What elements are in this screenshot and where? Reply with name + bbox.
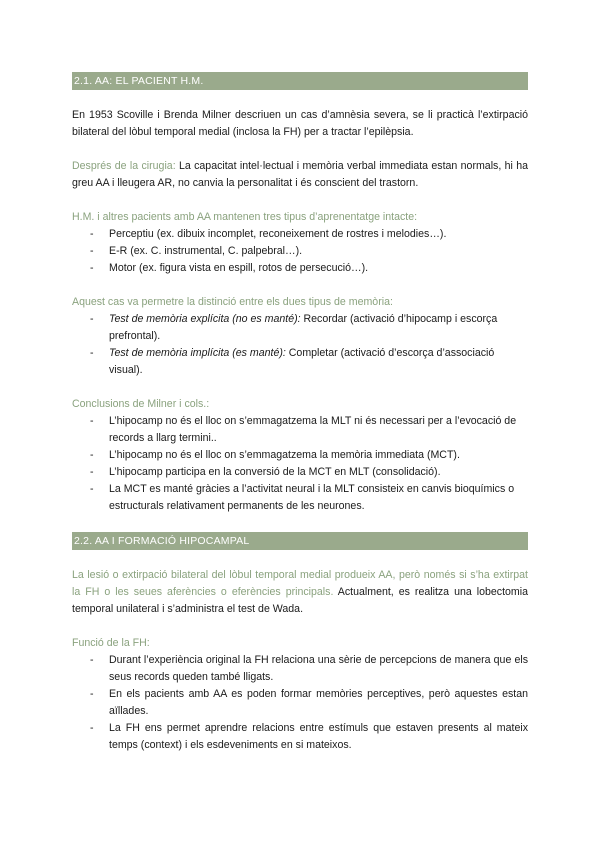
explicit-test-label: Test de memòria explícita (no es manté):	[109, 313, 301, 325]
list-item: - Durant l’experiència original la FH relaciona una sèrie de percepcions de manera que els seus records queden també lligats.	[90, 654, 528, 683]
dash-bullet: -	[90, 722, 94, 734]
dash-bullet: -	[90, 415, 94, 427]
hm-learning-heading: H.M. i altres pacients amb AA mantenen tres tipus d’aprenentatge intacte:	[72, 211, 418, 223]
dash-bullet: -	[90, 688, 94, 700]
after-surgery-text: La capacitat intel·lectual i memòria verbal immediata estan normals, hi ha greu AA i lleugera AR, no canvia la personalitat i és conscient del trastorn.	[72, 160, 528, 189]
list-item: - E-R (ex. C. instrumental, C. palpebral…).	[72, 243, 528, 260]
dash-bullet: -	[90, 347, 94, 359]
dash-bullet: -	[90, 262, 94, 274]
dash-bullet: -	[90, 466, 94, 478]
intro-paragraph: En 1953 Scoville i Brenda Milner descriuen un cas d’amnèsia severa, se li practicà l’extirpació bilateral del lòbul temporal medial (inclosa la FH) per a tractar l’epilèpsia.	[72, 109, 528, 138]
fh-function-heading: Funció de la FH:	[72, 637, 150, 649]
page-content	[72, 72, 528, 754]
milner-conclusions-heading: Conclusions de Milner i cols.:	[72, 398, 210, 410]
hm-learning-list	[72, 226, 528, 277]
milner-conclusions-list	[72, 413, 528, 515]
after-surgery-label: Després de la cirugia:	[72, 160, 176, 172]
list-item: - La MCT es manté gràcies a l’activitat neural i la MLT consisteix en canvis bioquímics o estructurals relativament permanents de les neurones.	[90, 483, 515, 512]
memory-types-heading: Aquest cas va permetre la distinció entre els dues tipus de memòria:	[72, 296, 393, 308]
lesion-black-text: Actualment, es realitza una lobectomia temporal unilateral i s’administra el test de Wada.	[72, 586, 528, 615]
dash-bullet: -	[90, 654, 94, 666]
section-heading-2-2: 2.2. AA I FORMACIÓ HIPOCAMPAL	[72, 532, 528, 550]
fh-function-list	[72, 652, 528, 754]
section-heading-2-1: 2.1. AA: EL PACIENT H.M.	[72, 72, 528, 90]
dash-bullet: -	[90, 483, 94, 495]
list-item: - L’hipocamp no és el lloc on s’emmagatzema la MLT ni és necessari per a l’evocació de records a llarg termini..	[90, 415, 517, 444]
implicit-test-label: Test de memòria implícita (es manté):	[109, 347, 286, 359]
dash-bullet: -	[90, 313, 94, 325]
dash-bullet: -	[90, 245, 94, 257]
list-item: - L’hipocamp no és el lloc on s’emmagatzema la memòria immediata (MCT).	[72, 447, 528, 464]
list-item: - Test de memòria explícita (no es manté): Recordar (activació d’hipocamp i escorça prefrontal).	[90, 313, 498, 342]
lesion-green-text: La lesió o extirpació bilateral del lòbul temporal medial produeix AA, però només si s’ha extirpat la FH o les seues aferències o eferències principals.	[72, 569, 528, 598]
lesion-paragraph	[72, 567, 528, 618]
list-item: - L’hipocamp participa en la conversió de la MCT en MLT (consolidació).	[72, 464, 528, 481]
memory-types-list	[72, 311, 528, 379]
after-surgery-paragraph	[72, 158, 528, 192]
dash-bullet: -	[90, 228, 94, 240]
list-item: - La FH ens permet aprendre relacions entre estímuls que estaven presents al mateix temps (context) i els esdeveniments en si mateixos.	[90, 722, 528, 751]
list-item: - En els pacients amb AA es poden formar memòries perceptives, però aquestes estan aïllades.	[90, 688, 528, 717]
list-item: - Test de memòria implícita (es manté): Completar (activació d’escorça d’associació visual).	[90, 347, 495, 376]
list-item: - Motor (ex. figura vista en espill, rotos de persecució…).	[72, 260, 528, 277]
list-item: - Perceptiu (ex. dibuix incomplet, reconeixement de rostres i melodies…).	[72, 226, 528, 243]
dash-bullet: -	[90, 449, 94, 461]
